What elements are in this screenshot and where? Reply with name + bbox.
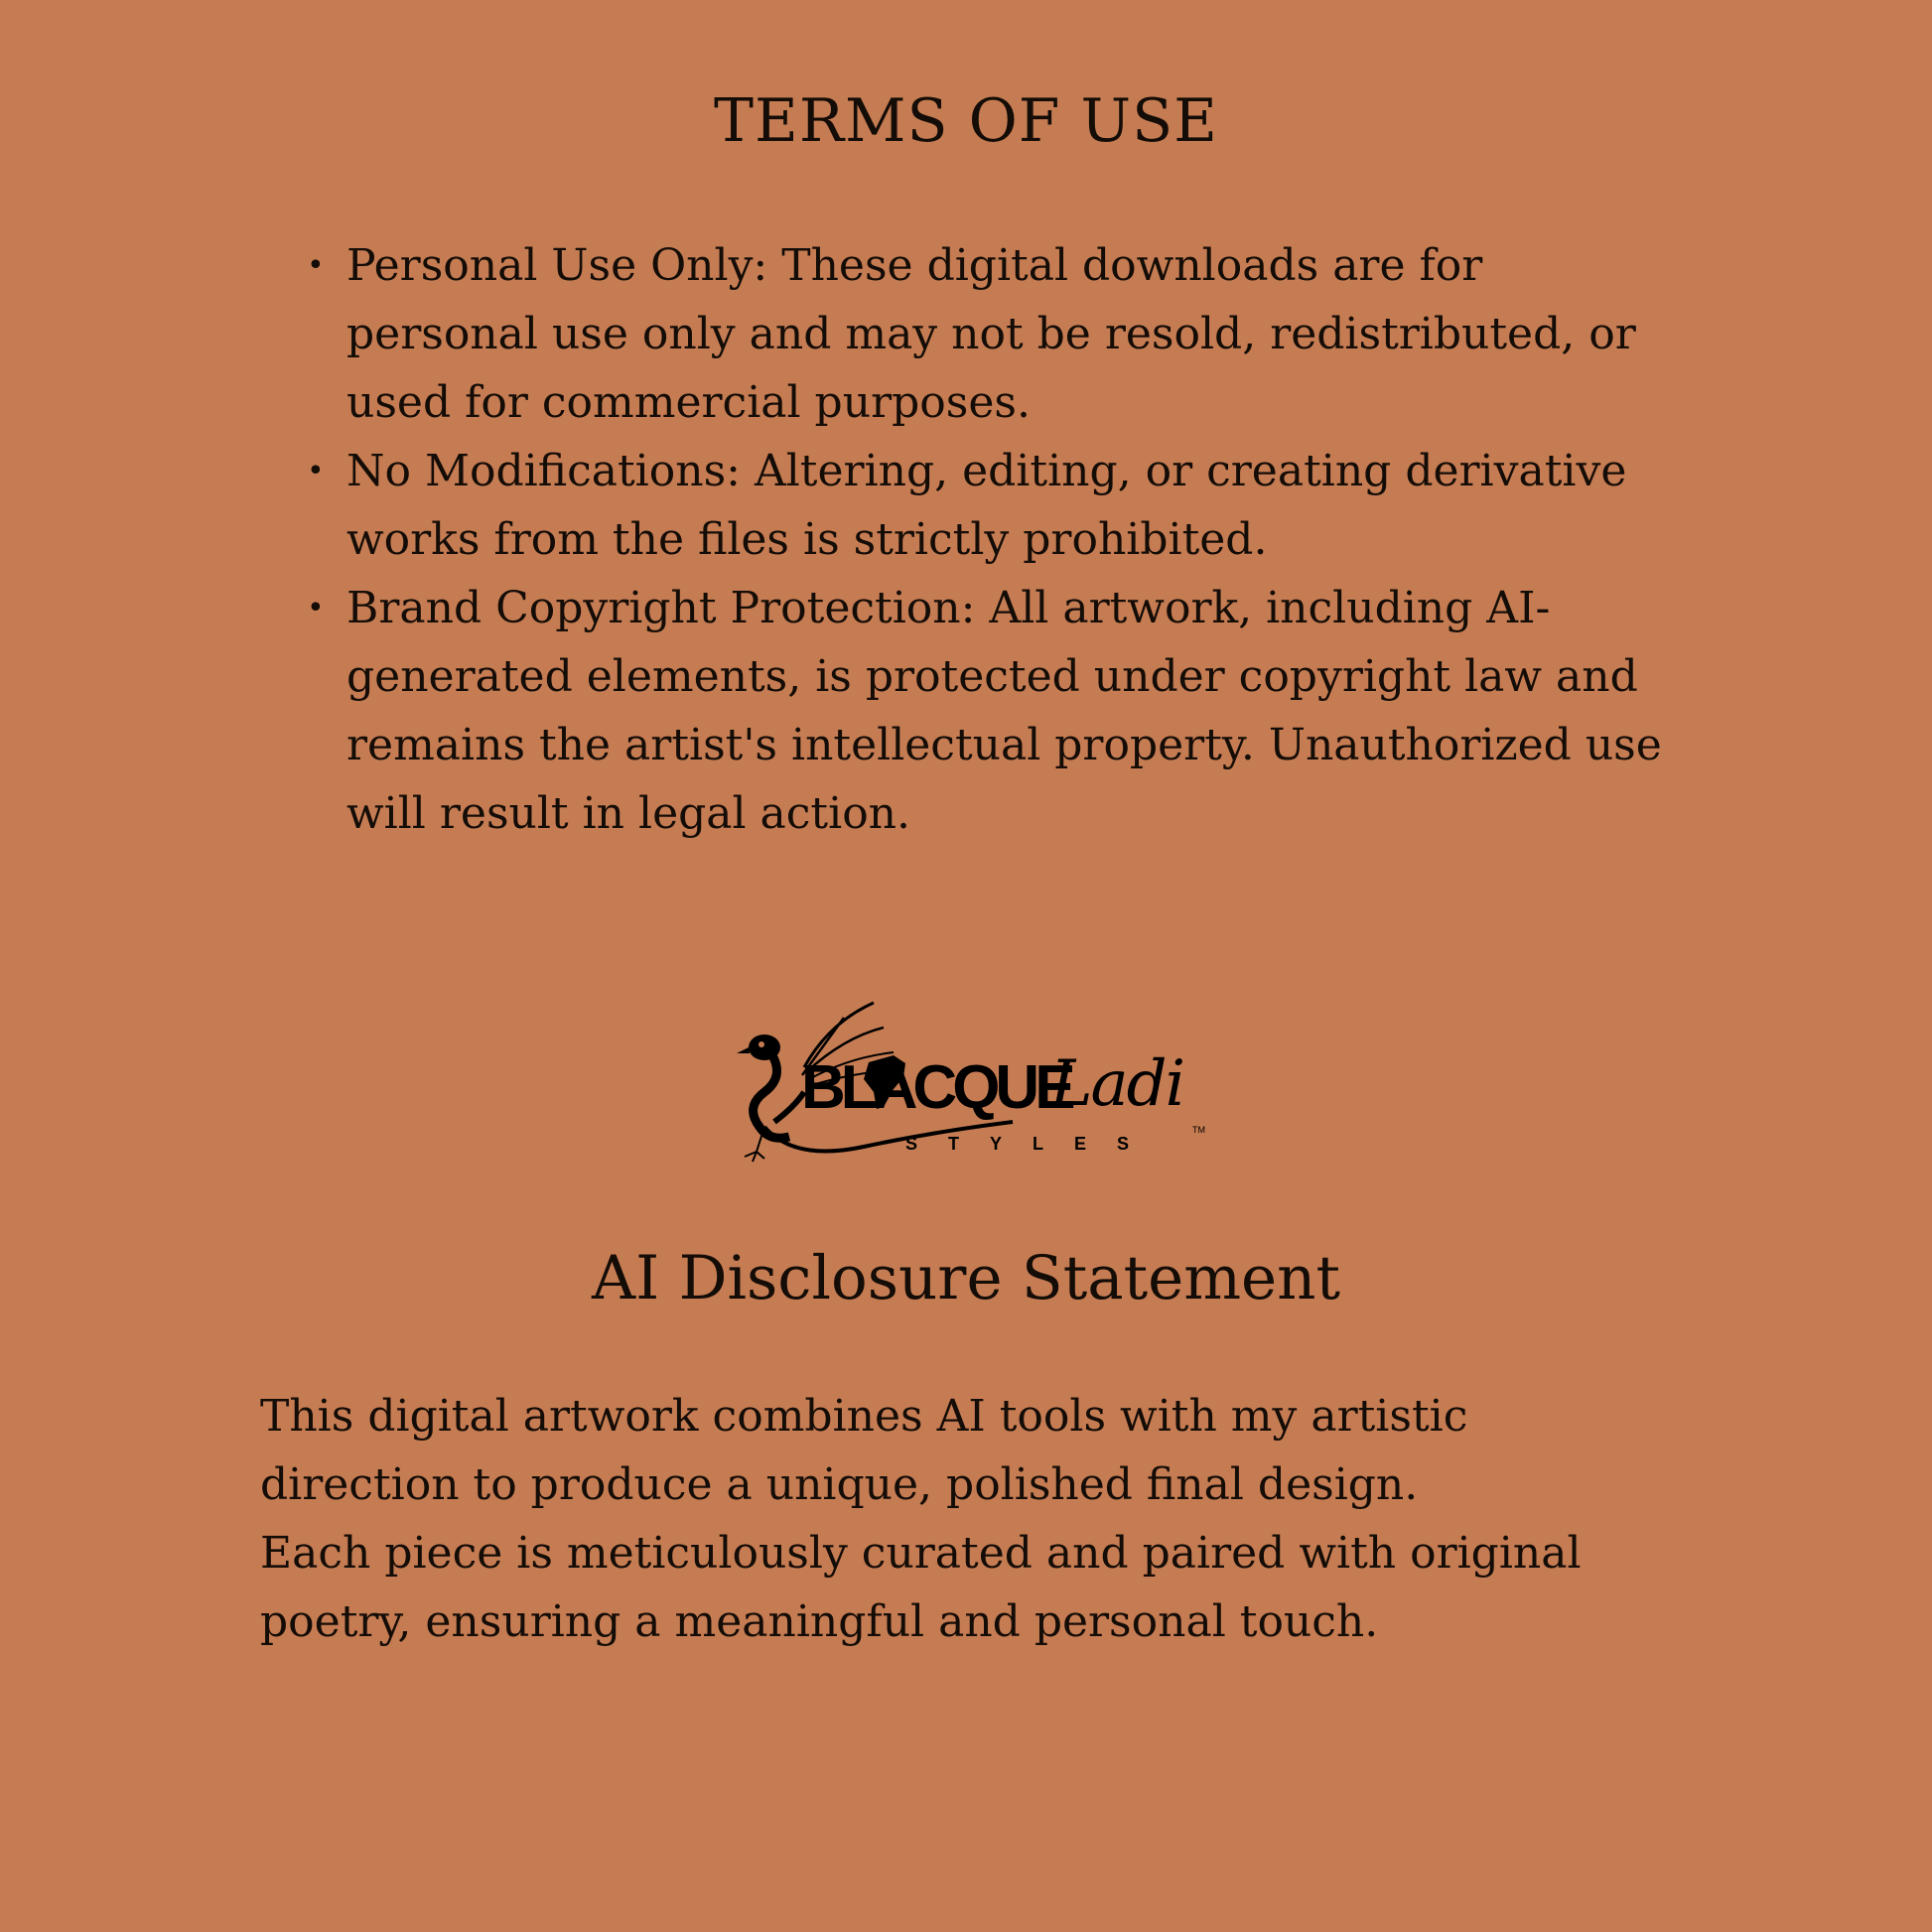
logo-subtitle: STYLES (905, 1134, 1161, 1154)
terms-line: works from the files is strictly prohibited. (346, 514, 1268, 565)
terms-line: personal use only and may not be resold, redistributed, or (346, 309, 1636, 359)
logo-trademark: TM (1192, 1125, 1205, 1135)
terms-item-personal-use (303, 231, 1693, 437)
terms-line: will result in legal action. (346, 788, 911, 839)
terms-item-copyright (303, 574, 1693, 848)
logo-script: Ladi (1050, 1047, 1184, 1121)
terms-line: Personal Use Only: These digital downloads are for (346, 240, 1483, 291)
terms-line: used for commercial purposes. (346, 377, 1031, 428)
terms-line: remains the artist's intellectual property. Unauthorized use (346, 720, 1662, 770)
bullet-icon: • (307, 248, 325, 283)
terms-list (303, 231, 1693, 848)
terms-line: No Modifications: Altering, editing, or creating derivative (346, 446, 1627, 496)
terms-line: generated elements, is protected under copyright law and (346, 651, 1638, 702)
terms-line: Brand Copyright Protection: All artwork, including AI- (346, 583, 1551, 633)
brand-logo (735, 998, 1205, 1167)
ai-disclosure-line: direction to produce a unique, polished final design. (260, 1459, 1419, 1510)
ai-disclosure-title: AI Disclosure Statement (592, 1243, 1340, 1313)
bullet-icon: • (307, 454, 325, 488)
ai-disclosure-body (260, 1382, 1582, 1656)
bullet-icon: • (307, 591, 325, 625)
ai-disclosure-line: Each piece is meticulously curated and paired with original (260, 1528, 1582, 1579)
terms-item-no-modifications (303, 437, 1693, 574)
logo-wordmark: BLACQUE (801, 1053, 1071, 1122)
ai-disclosure-line: poetry, ensuring a meaningful and personal touch. (260, 1596, 1379, 1647)
ai-disclosure-line: This digital artwork combines AI tools with my artistic (260, 1391, 1468, 1442)
terms-title: TERMS OF USE (714, 86, 1218, 156)
